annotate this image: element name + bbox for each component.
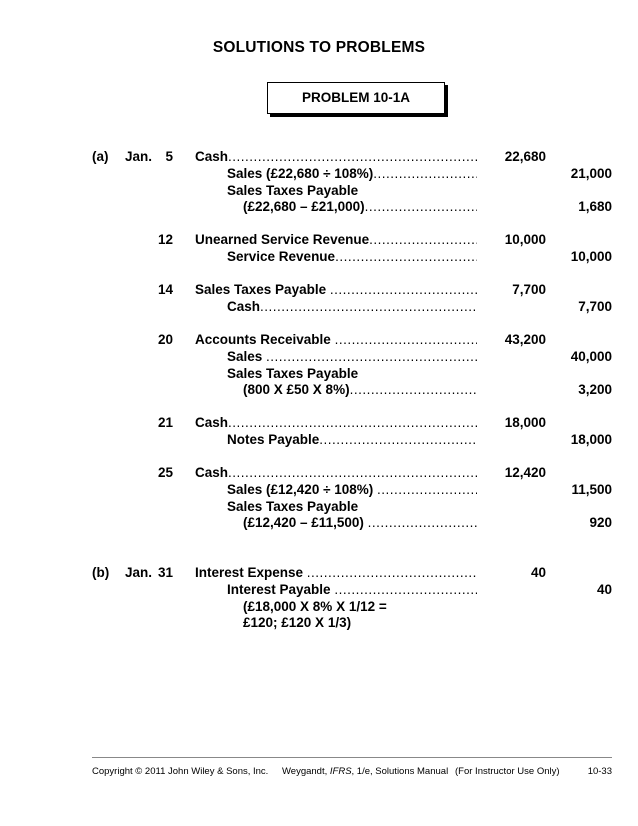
dot-leader bbox=[373, 166, 477, 181]
dot-leader bbox=[228, 465, 477, 480]
account-name bbox=[227, 249, 477, 264]
dot-leader bbox=[228, 415, 477, 430]
credit-amount: 18,000 bbox=[570, 432, 612, 447]
dot-leader bbox=[335, 332, 477, 347]
section-label: (b) bbox=[92, 565, 110, 580]
credit-amount: 21,000 bbox=[570, 166, 612, 181]
dot-leader bbox=[377, 482, 477, 497]
journal-line bbox=[0, 299, 638, 319]
dot-leader bbox=[350, 382, 477, 397]
debit-amount: 22,680 bbox=[504, 149, 546, 164]
footer-book-author: Weygandt, bbox=[282, 766, 330, 777]
account-text: Sales Taxes Payable bbox=[227, 499, 359, 514]
account-text: Unearned Service Revenue bbox=[195, 232, 370, 247]
debit-amount: 7,700 bbox=[512, 282, 546, 297]
account-text: Sales Taxes Payable bbox=[195, 282, 330, 297]
journal-line bbox=[0, 382, 638, 402]
journal-line bbox=[0, 199, 638, 219]
account-text: (£18,000 X 8% X 1/12 = bbox=[243, 599, 387, 614]
account-name bbox=[195, 465, 477, 480]
dot-leader bbox=[330, 282, 477, 297]
journal-line bbox=[0, 432, 638, 452]
account-text: Service Revenue bbox=[227, 249, 336, 264]
dot-leader bbox=[335, 249, 477, 264]
dot-leader bbox=[266, 349, 477, 364]
entry-day: 31 bbox=[157, 565, 173, 580]
account-text: Accounts Receivable bbox=[195, 332, 335, 347]
credit-amount: 11,500 bbox=[571, 482, 612, 497]
account-name bbox=[195, 332, 477, 347]
footer-book-rest: , 1/e, Solutions Manual bbox=[351, 766, 449, 777]
entry-month: Jan. bbox=[125, 565, 153, 580]
journal-line bbox=[0, 515, 638, 535]
account-name bbox=[243, 199, 477, 214]
account-name bbox=[195, 415, 477, 430]
entry-day: 25 bbox=[157, 465, 173, 480]
debit-amount: 10,000 bbox=[504, 232, 546, 247]
debit-amount: 40 bbox=[530, 565, 546, 580]
journal-line bbox=[0, 615, 638, 635]
account-text: Sales bbox=[227, 349, 267, 364]
account-text: Interest Expense bbox=[195, 565, 307, 580]
account-text: Cash bbox=[195, 465, 229, 480]
account-text: Sales Taxes Payable bbox=[227, 366, 359, 381]
dot-leader bbox=[260, 299, 477, 314]
footer-copyright: Copyright © 2011 John Wiley & Sons, Inc. bbox=[92, 766, 269, 777]
account-name bbox=[195, 565, 477, 580]
entry-day: 20 bbox=[157, 332, 173, 347]
footer-rule bbox=[92, 757, 612, 758]
account-name bbox=[227, 166, 477, 181]
account-text: Cash bbox=[195, 149, 229, 164]
dot-leader bbox=[368, 515, 477, 530]
credit-amount: 920 bbox=[589, 515, 612, 530]
account-name bbox=[227, 499, 477, 514]
page-number: 10-33 bbox=[587, 766, 612, 777]
account-name bbox=[243, 382, 477, 397]
credit-amount: 10,000 bbox=[570, 249, 612, 264]
account-name bbox=[195, 232, 477, 247]
account-text: Sales (£22,680 ÷ 108%) bbox=[227, 166, 374, 181]
entry-day: 14 bbox=[157, 282, 173, 297]
account-text: £120; £120 X 1/3) bbox=[243, 615, 352, 630]
credit-amount: 40,000 bbox=[570, 349, 612, 364]
credit-amount: 3,200 bbox=[578, 382, 612, 397]
account-name bbox=[243, 599, 477, 614]
dot-leader bbox=[334, 582, 477, 597]
account-text: Sales Taxes Payable bbox=[227, 183, 359, 198]
credit-amount: 1,680 bbox=[578, 199, 612, 214]
entry-day: 21 bbox=[157, 415, 173, 430]
account-name bbox=[195, 149, 477, 164]
account-text: (800 X £50 X 8%) bbox=[243, 382, 350, 397]
account-text: Notes Payable bbox=[227, 432, 320, 447]
entry-day: 5 bbox=[165, 149, 173, 164]
account-name bbox=[227, 349, 477, 364]
account-text: Cash bbox=[227, 299, 261, 314]
account-text: (£12,420 – £11,500) bbox=[243, 515, 368, 530]
dot-leader bbox=[319, 432, 477, 447]
credit-amount: 40 bbox=[596, 582, 612, 597]
journal-line bbox=[0, 249, 638, 269]
dot-leader bbox=[307, 565, 477, 580]
debit-amount: 43,200 bbox=[504, 332, 546, 347]
page-title: SOLUTIONS TO PROBLEMS bbox=[212, 39, 426, 56]
footer-use-note: (For Instructor Use Only) bbox=[455, 766, 560, 777]
account-text: Interest Payable bbox=[227, 582, 335, 597]
entry-month: Jan. bbox=[125, 149, 153, 164]
account-text: (£22,680 – £21,000) bbox=[243, 199, 365, 214]
dot-leader bbox=[365, 199, 477, 214]
account-name bbox=[227, 582, 477, 597]
dot-leader bbox=[369, 232, 477, 247]
account-name bbox=[227, 299, 477, 314]
account-name bbox=[195, 282, 477, 297]
account-text: Cash bbox=[195, 415, 229, 430]
footer bbox=[92, 766, 612, 780]
footer-book bbox=[282, 766, 448, 777]
problem-label-box: PROBLEM 10-1A bbox=[267, 82, 445, 114]
footer-book-title: IFRS bbox=[329, 766, 352, 777]
credit-amount: 7,700 bbox=[578, 299, 612, 314]
account-name bbox=[227, 183, 477, 198]
debit-amount: 18,000 bbox=[504, 415, 546, 430]
account-name bbox=[227, 432, 477, 447]
account-text: Sales (£12,420 ÷ 108%) bbox=[227, 482, 378, 497]
account-name bbox=[227, 482, 477, 497]
entry-day: 12 bbox=[157, 232, 173, 247]
account-name bbox=[243, 615, 477, 630]
account-name bbox=[243, 515, 477, 530]
debit-amount: 12,420 bbox=[504, 465, 546, 480]
section-label: (a) bbox=[92, 149, 109, 164]
dot-leader bbox=[228, 149, 477, 164]
account-name bbox=[227, 366, 477, 381]
